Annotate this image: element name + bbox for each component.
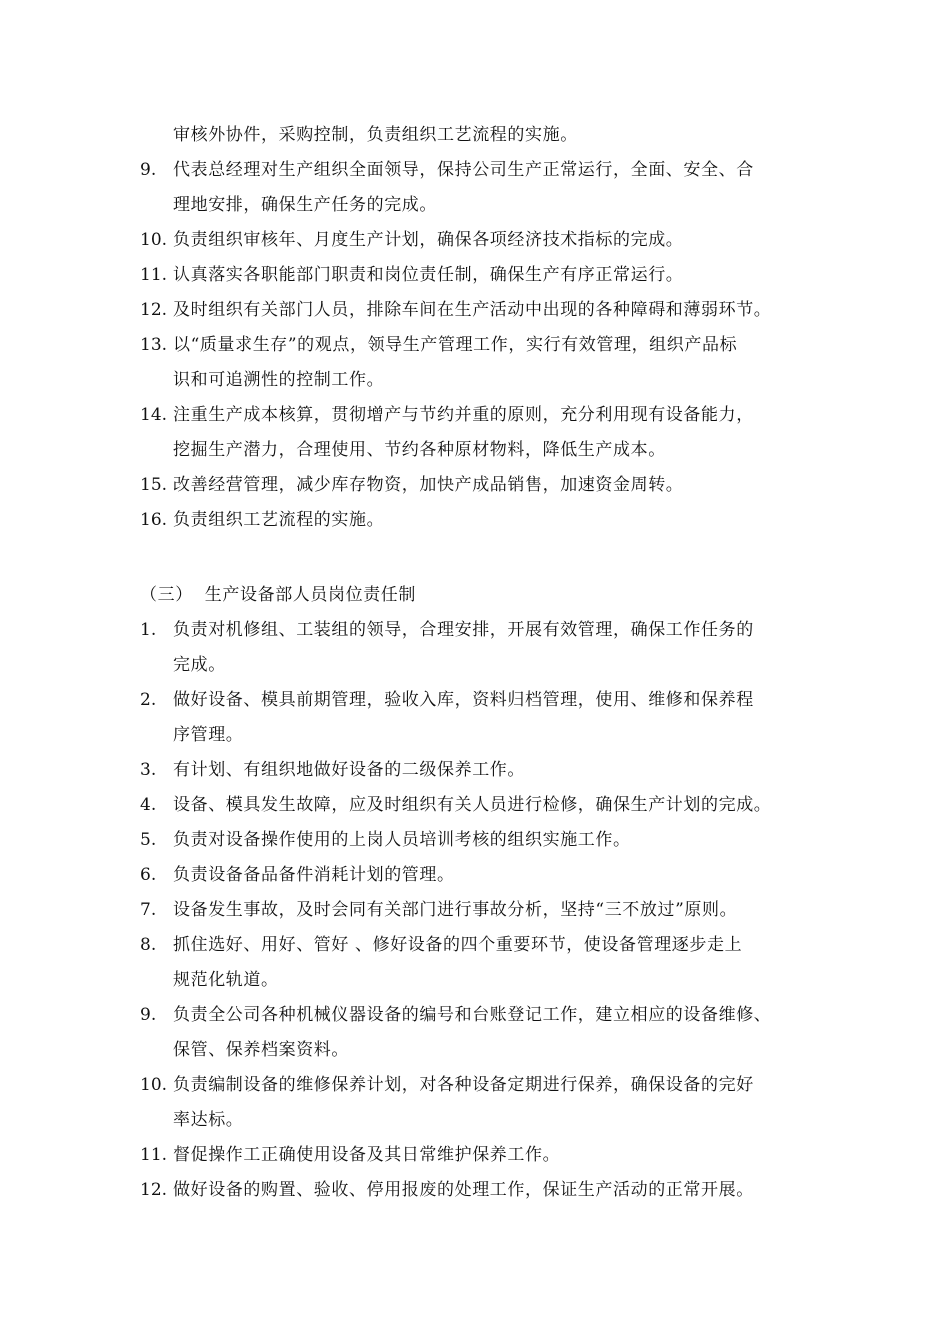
item-text: [173, 258, 830, 293]
item-number: 13.: [140, 335, 168, 355]
item-line: 序管理。: [173, 725, 244, 745]
item-text: [173, 683, 830, 753]
list-item-9: [140, 998, 830, 1068]
list-item-12: [140, 1173, 830, 1208]
item-number: 16.: [140, 510, 168, 530]
item-number: 4.: [140, 795, 157, 815]
list-item-12: [140, 293, 830, 328]
item-line: 注重生产成本核算，贯彻增产与节约并重的原则，充分利用现有设备能力，: [173, 405, 754, 425]
list-item-15: [140, 468, 830, 503]
list-item-10: [140, 1068, 830, 1138]
item-text: [173, 858, 830, 893]
item-number: 9.: [140, 1005, 157, 1025]
item-text: [173, 153, 830, 223]
item-number: 11.: [140, 265, 168, 285]
list-item-11: [140, 258, 830, 293]
item-line: 负责对设备操作使用的上岗人员培训考核的组织实施工作。: [173, 830, 631, 850]
item-number: 6.: [140, 865, 157, 885]
item-number: 10.: [140, 230, 168, 250]
item-number: 12.: [140, 1180, 168, 1200]
item-number: 11.: [140, 1145, 168, 1165]
item-text: [173, 928, 830, 998]
item-line: 及时组织有关部门人员，排除车间在生产活动中出现的各种障碍和薄弱环节。: [173, 300, 772, 320]
item-text: [173, 998, 830, 1068]
section-heading: （三） 生产设备部人员岗位责任制: [140, 585, 417, 605]
item-line: 率达标。: [173, 1110, 244, 1130]
item-text: [173, 468, 830, 503]
continuation-line: 审核外协件，采购控制，负责组织工艺流程的实施。: [173, 125, 578, 145]
item-number: 3.: [140, 760, 157, 780]
item-text: [173, 1173, 830, 1208]
item-line: 负责编制设备的维修保养计划，对各种设备定期进行保养，确保设备的完好: [173, 1075, 754, 1095]
item-text: [173, 398, 830, 468]
item-text: [173, 328, 830, 398]
item-line: 负责全公司各种机械仪器设备的编号和台账登记工作，建立相应的设备维修、: [173, 1005, 772, 1025]
list-item-6: [140, 858, 830, 893]
item-number: 15.: [140, 475, 168, 495]
item-line: 负责组织工艺流程的实施。: [173, 510, 385, 530]
document-body: [140, 118, 830, 1208]
item-text: [173, 753, 830, 788]
list-item-10: [140, 223, 830, 258]
list-item-14: [140, 398, 830, 468]
item-text: [173, 1138, 830, 1173]
list-item-5: [140, 823, 830, 858]
item-text: [173, 1068, 830, 1138]
item-text: [173, 293, 830, 328]
item-line: 以“质量求生存”的观点，领导生产管理工作，实行有效管理，组织产品标: [173, 335, 738, 355]
item-line: 做好设备的购置、验收、停用报废的处理工作，保证生产活动的正常开展。: [173, 1180, 754, 1200]
list-part-b: [140, 613, 830, 1208]
item-text: [173, 893, 830, 928]
item-line: 负责对机修组、工装组的领导，合理安排，开展有效管理，确保工作任务的: [173, 620, 754, 640]
list-part-a: [140, 153, 830, 538]
item-line: 设备、模具发生故障，应及时组织有关人员进行检修，确保生产计划的完成。: [173, 795, 772, 815]
list-item-1: [140, 613, 830, 683]
item-line: 改善经营管理，减少库存物资，加快产成品销售，加速资金周转。: [173, 475, 684, 495]
list-item-3: [140, 753, 830, 788]
item-number: 8.: [140, 935, 157, 955]
list-item-8: [140, 928, 830, 998]
list-item-11: [140, 1138, 830, 1173]
item-text: [173, 503, 830, 538]
list-item-9: [140, 153, 830, 223]
section-gap: [140, 538, 830, 578]
item-line: 规范化轨道。: [173, 970, 279, 990]
item-number: 10.: [140, 1075, 168, 1095]
item-line: 理地安排，确保生产任务的完成。: [173, 195, 437, 215]
item-number: 9.: [140, 160, 157, 180]
item-number: 12.: [140, 300, 168, 320]
item-text: [173, 223, 830, 258]
item-number: 5.: [140, 830, 157, 850]
list-item-13: [140, 328, 830, 398]
item-text: [173, 788, 830, 823]
item-number: 14.: [140, 405, 168, 425]
item-number: 1.: [140, 620, 157, 640]
list-item-4: [140, 788, 830, 823]
item-line: 抓住选好、用好、管好 、修好设备的四个重要环节，使设备管理逐步走上: [173, 935, 743, 955]
item-line: 有计划、有组织地做好设备的二级保养工作。: [173, 760, 525, 780]
item-line: 督促操作工正确使用设备及其日常维护保养工作。: [173, 1145, 561, 1165]
item-line: 负责组织审核年、月度生产计划，确保各项经济技术指标的完成。: [173, 230, 684, 250]
item-line: 识和可追溯性的控制工作。: [173, 370, 385, 390]
item-line: 完成。: [173, 655, 226, 675]
list-item-2: [140, 683, 830, 753]
item-line: 挖掘生产潜力，合理使用、节约各种原材物料，降低生产成本。: [173, 440, 666, 460]
item-line: 负责设备备品备件消耗计划的管理。: [173, 865, 455, 885]
item-line: 设备发生事故，及时会同有关部门进行事故分析，坚持“三不放过”原则。: [173, 900, 738, 920]
list-item-16: [140, 503, 830, 538]
item-text: [173, 823, 830, 858]
item-number: 2.: [140, 690, 157, 710]
item-line: 做好设备、模具前期管理，验收入库，资料归档管理，使用、维修和保养程: [173, 690, 754, 710]
item-line: 保管、保养档案资料。: [173, 1040, 349, 1060]
item-text: [173, 613, 830, 683]
item-number: 7.: [140, 900, 157, 920]
list-item-7: [140, 893, 830, 928]
item-line: 认真落实各职能部门职责和岗位责任制，确保生产有序正常运行。: [173, 265, 684, 285]
item-line: 代表总经理对生产组织全面领导，保持公司生产正常运行，全面、安全、合: [173, 160, 754, 180]
